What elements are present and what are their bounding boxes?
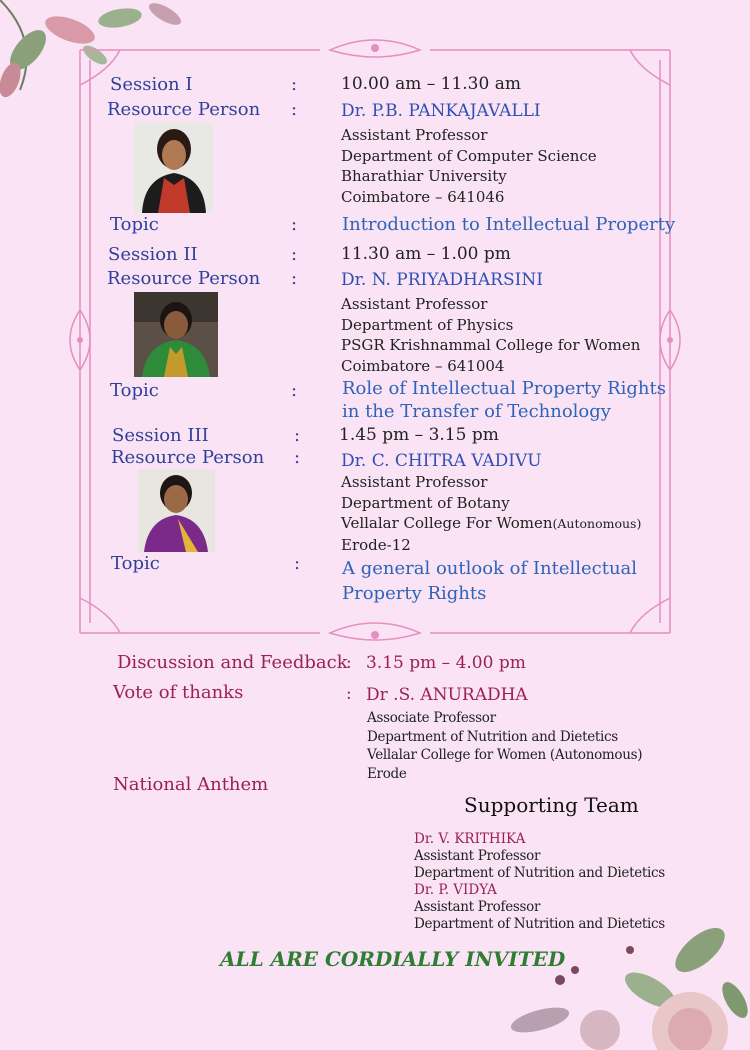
support-member-2-dept: Department of Nutrition and Dietetics xyxy=(414,916,665,932)
session-3-colon: : xyxy=(294,425,301,446)
support-member-1-name: Dr. V. KRITHIKA xyxy=(414,831,526,847)
session-1-affiliation: Assistant Professor Department of Computer Science Bharathiar University Coimbatore – 641046 xyxy=(341,126,597,206)
session-2-speaker-name: Dr. N. PRIYADHARSINI xyxy=(341,270,543,290)
session-3-speaker-name: Dr. C. CHITRA VADIVU xyxy=(341,451,542,471)
session-1-topic: Introduction to Intellectual Property xyxy=(342,214,676,235)
session-3-rp-colon: : xyxy=(294,447,301,468)
session-3-rp-label: Resource Person xyxy=(111,447,265,468)
discussion-label: Discussion and Feedback xyxy=(117,652,348,673)
session-3-topic-label: Topic xyxy=(111,553,160,574)
session-2-topic-label: Topic xyxy=(110,380,159,401)
session-3-topic-colon: : xyxy=(294,553,301,574)
session-3-topic: A general outlook of Intellectual Property Rights xyxy=(342,558,638,604)
supporting-team-title: Supporting Team xyxy=(464,793,639,817)
session-3-label: Session III xyxy=(112,425,209,446)
session-2-rp-colon: : xyxy=(291,268,298,289)
session-2-label: Session II xyxy=(108,244,198,265)
session-1-label: Session I xyxy=(110,74,193,95)
anthem-label: National Anthem xyxy=(113,774,269,795)
vote-affiliation: Associate Professor Department of Nutrition and Dietetics Vellalar College for Women (Autonomous) Erode xyxy=(367,710,643,782)
session-2-affiliation: Assistant Professor Department of Physics PSGR Krishnammal College for Women Coimbatore – 641004 xyxy=(341,295,641,375)
vote-colon: : xyxy=(346,684,352,704)
support-member-2-role: Assistant Professor xyxy=(414,899,541,915)
session-1-topic-label: Topic xyxy=(110,214,159,235)
session-2-time: 11.30 am – 1.00 pm xyxy=(341,244,511,264)
vote-label: Vote of thanks xyxy=(113,682,244,703)
session-1-colon: : xyxy=(291,74,298,95)
invitation-footer: ALL ARE CORDIALLY INVITED xyxy=(220,947,566,971)
session-2-topic: Role of Intellectual Property Rights in the Transfer of Technology xyxy=(342,378,666,422)
session-2-topic-colon: : xyxy=(291,380,298,401)
vote-name: Dr .S. ANURADHA xyxy=(366,685,528,705)
session-3-speaker-photo xyxy=(138,469,215,552)
support-member-1-dept: Department of Nutrition and Dietetics xyxy=(414,865,665,881)
discussion-colon: : xyxy=(346,653,352,673)
session-1-speaker-photo xyxy=(134,123,213,213)
session-3-time: 1.45 pm – 3.15 pm xyxy=(339,425,499,445)
session-3-affiliation: Assistant Professor Department of Botany Vellalar College For Women(Autonomous) Erode-12 xyxy=(341,473,642,554)
session-1-time: 10.00 am – 11.30 am xyxy=(341,74,521,94)
session-1-speaker-name: Dr. P.B. PANKAJAVALLI xyxy=(341,101,541,121)
session-1-rp-colon: : xyxy=(291,99,298,120)
session-1-topic-colon: : xyxy=(291,214,298,235)
support-member-2-name: Dr. P. VIDYA xyxy=(414,882,497,898)
session-1-rp-label: Resource Person xyxy=(107,99,261,120)
session-2-rp-label: Resource Person xyxy=(107,268,261,289)
support-member-1-role: Assistant Professor xyxy=(414,848,541,864)
session-2-speaker-photo xyxy=(134,292,218,377)
supporting-team-list xyxy=(414,831,665,933)
session-2-colon: : xyxy=(291,244,298,265)
discussion-time: 3.15 pm – 4.00 pm xyxy=(366,653,526,673)
